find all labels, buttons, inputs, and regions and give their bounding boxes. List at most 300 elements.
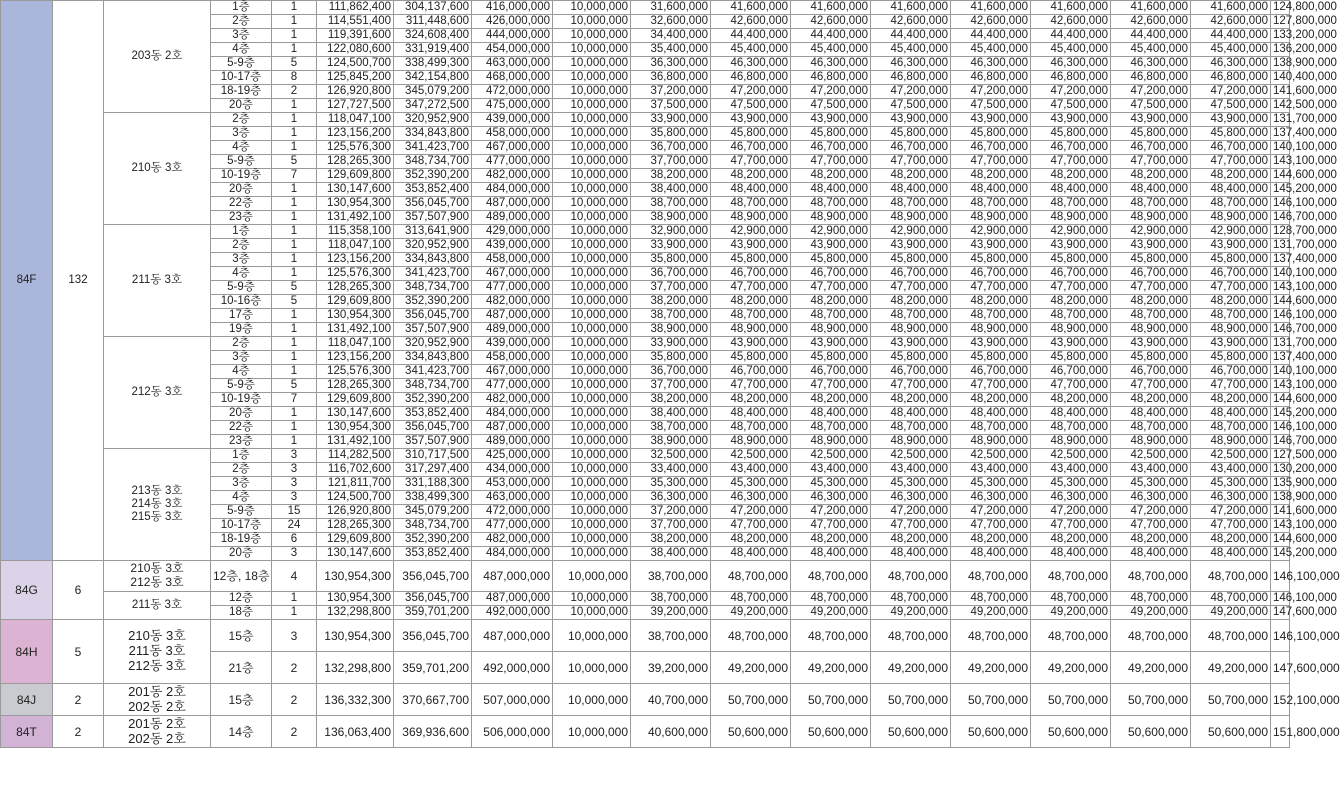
amount-cell: 46,700,000 [1111,267,1191,281]
amount-cell: 43,900,000 [791,113,871,127]
price-table-body [1,0,1340,748]
count-cell: 1 [272,239,317,253]
amount-cell: 416,000,000 [472,1,553,15]
floor-cell: 4층 [211,491,272,505]
amount-cell: 38,700,000 [631,620,711,652]
amount-cell: 131,700,000 [1271,239,1290,253]
count-cell: 3 [272,491,317,505]
amount-cell: 47,700,000 [871,519,951,533]
amount-cell: 48,200,000 [1111,393,1191,407]
amount-cell: 48,700,000 [1111,561,1191,592]
amount-cell: 356,045,700 [394,421,472,435]
count-cell: 1 [272,267,317,281]
amount-cell: 47,700,000 [791,519,871,533]
amount-cell: 123,156,200 [317,253,394,267]
amount-cell: 116,702,600 [317,463,394,477]
amount-cell: 32,600,000 [631,15,711,29]
floor-cell: 5-9층 [211,155,272,169]
amount-cell: 45,800,000 [951,127,1031,141]
amount-cell: 48,900,000 [791,323,871,337]
amount-cell: 38,200,000 [631,295,711,309]
amount-cell: 46,300,000 [951,57,1031,71]
amount-cell: 47,700,000 [1031,281,1111,295]
amount-cell: 347,272,500 [394,99,472,113]
table-row [1,620,1290,652]
amount-cell: 48,200,000 [951,393,1031,407]
count-cell: 8 [272,71,317,85]
amount-cell: 10,000,000 [553,183,631,197]
amount-cell: 324,608,400 [394,29,472,43]
amount-cell: 46,300,000 [1031,57,1111,71]
amount-cell: 48,400,000 [1191,547,1271,561]
amount-cell: 46,700,000 [711,141,791,155]
count-cell: 7 [272,169,317,183]
amount-cell: 10,000,000 [553,239,631,253]
amount-cell: 141,600,000 [1271,505,1290,519]
amount-cell: 39,200,000 [631,652,711,684]
amount-cell: 42,900,000 [1111,225,1191,239]
amount-cell: 467,000,000 [472,141,553,155]
floor-cell: 14층 [211,716,272,748]
amount-cell: 125,845,200 [317,71,394,85]
floor-cell: 1층 [211,1,272,15]
amount-cell: 125,576,300 [317,141,394,155]
count-cell: 1 [272,113,317,127]
amount-cell: 49,200,000 [791,652,871,684]
count-cell: 3 [272,449,317,463]
count-cell: 1 [272,337,317,351]
amount-cell: 45,800,000 [1111,351,1191,365]
amount-cell: 45,300,000 [791,477,871,491]
amount-cell: 47,500,000 [1191,99,1271,113]
amount-cell: 48,900,000 [1111,323,1191,337]
amount-cell: 129,609,800 [317,393,394,407]
amount-cell: 38,700,000 [631,421,711,435]
building-cell: 201동 2호 202동 2호 [104,716,211,748]
count-cell: 1 [272,435,317,449]
floor-cell: 2층 [211,337,272,351]
amount-cell: 48,700,000 [951,561,1031,592]
amount-cell: 482,000,000 [472,393,553,407]
amount-cell: 38,400,000 [631,183,711,197]
amount-cell: 370,667,700 [394,684,472,716]
amount-cell: 345,079,200 [394,85,472,99]
amount-cell: 487,000,000 [472,309,553,323]
floor-cell: 1층 [211,225,272,239]
count-cell: 1 [272,407,317,421]
amount-cell: 48,400,000 [951,183,1031,197]
amount-cell: 43,900,000 [951,239,1031,253]
amount-cell: 41,600,000 [711,1,791,15]
amount-cell: 118,047,100 [317,239,394,253]
amount-cell: 48,200,000 [871,169,951,183]
amount-cell: 43,900,000 [1031,337,1111,351]
amount-cell: 10,000,000 [553,113,631,127]
amount-cell: 48,400,000 [791,407,871,421]
amount-cell: 50,600,000 [871,716,951,748]
amount-cell: 130,147,600 [317,183,394,197]
count-cell: 1 [272,183,317,197]
amount-cell: 43,900,000 [951,113,1031,127]
amount-cell: 48,900,000 [1191,211,1271,225]
unit-count-cell: 132 [53,1,104,561]
amount-cell: 48,200,000 [1111,169,1191,183]
count-cell: 1 [272,197,317,211]
amount-cell: 114,282,500 [317,449,394,463]
amount-cell: 35,800,000 [631,253,711,267]
amount-cell: 36,700,000 [631,141,711,155]
amount-cell: 41,600,000 [1191,1,1271,15]
amount-cell: 48,700,000 [1111,309,1191,323]
amount-cell: 48,700,000 [711,309,791,323]
amount-cell: 45,800,000 [1191,127,1271,141]
amount-cell: 43,900,000 [1191,239,1271,253]
amount-cell: 48,700,000 [711,197,791,211]
amount-cell: 42,600,000 [871,15,951,29]
amount-cell: 45,300,000 [1111,477,1191,491]
amount-cell: 37,200,000 [631,505,711,519]
amount-cell: 48,200,000 [1031,295,1111,309]
amount-cell: 42,600,000 [1191,15,1271,29]
amount-cell: 44,400,000 [791,29,871,43]
amount-cell: 47,200,000 [1191,505,1271,519]
amount-cell: 47,700,000 [791,155,871,169]
amount-cell: 44,400,000 [1031,29,1111,43]
amount-cell: 48,400,000 [1191,407,1271,421]
amount-cell: 47,700,000 [1111,519,1191,533]
amount-cell: 37,700,000 [631,155,711,169]
amount-cell: 131,700,000 [1271,337,1290,351]
floor-cell: 2층 [211,113,272,127]
amount-cell: 46,300,000 [711,491,791,505]
housing-type-cell: 84J [1,684,53,716]
amount-cell: 48,400,000 [951,407,1031,421]
amount-cell: 46,300,000 [1031,491,1111,505]
amount-cell: 47,700,000 [871,379,951,393]
amount-cell: 49,200,000 [1191,606,1271,620]
amount-cell: 130,954,300 [317,309,394,323]
amount-cell: 48,700,000 [951,421,1031,435]
amount-cell: 439,000,000 [472,239,553,253]
amount-cell: 114,551,400 [317,15,394,29]
amount-cell: 47,700,000 [1111,379,1191,393]
amount-cell: 48,900,000 [1111,435,1191,449]
amount-cell: 48,200,000 [711,295,791,309]
amount-cell: 118,047,100 [317,337,394,351]
amount-cell: 353,852,400 [394,407,472,421]
amount-cell: 48,400,000 [1031,547,1111,561]
amount-cell: 10,000,000 [553,141,631,155]
floor-cell: 22층 [211,421,272,435]
unit-count-cell: 2 [53,684,104,716]
count-cell: 1 [272,351,317,365]
amount-cell: 352,390,200 [394,533,472,547]
amount-cell: 40,600,000 [631,716,711,748]
amount-cell: 348,734,700 [394,379,472,393]
count-cell: 24 [272,519,317,533]
amount-cell: 111,862,400 [317,1,394,15]
amount-cell: 48,700,000 [1031,592,1111,606]
amount-cell: 492,000,000 [472,652,553,684]
amount-cell: 132,298,800 [317,652,394,684]
amount-cell: 37,700,000 [631,281,711,295]
amount-cell: 477,000,000 [472,519,553,533]
amount-cell: 147,600,000 [1271,652,1290,684]
amount-cell: 48,900,000 [1031,435,1111,449]
table-row [1,1,1290,15]
amount-cell: 43,400,000 [791,463,871,477]
amount-cell: 10,000,000 [553,606,631,620]
count-cell: 1 [272,15,317,29]
amount-cell: 10,000,000 [553,491,631,505]
amount-cell: 311,448,600 [394,15,472,29]
amount-cell: 45,800,000 [1111,127,1191,141]
amount-cell: 47,200,000 [951,85,1031,99]
amount-cell: 43,900,000 [871,337,951,351]
amount-cell: 42,600,000 [711,15,791,29]
amount-cell: 32,900,000 [631,225,711,239]
building-cell: 213동 3호 214동 3호 215동 3호 [104,449,211,561]
count-cell: 1 [272,43,317,57]
floor-cell: 18-19층 [211,533,272,547]
amount-cell: 48,900,000 [1031,211,1111,225]
floor-cell: 3층 [211,127,272,141]
amount-cell: 44,400,000 [951,29,1031,43]
floor-cell: 5-9층 [211,281,272,295]
amount-cell: 10,000,000 [553,463,631,477]
count-cell: 3 [272,463,317,477]
amount-cell: 38,900,000 [631,323,711,337]
amount-cell: 152,100,000 [1271,684,1290,716]
floor-cell: 15층 [211,620,272,652]
floor-cell: 1층 [211,449,272,463]
amount-cell: 46,300,000 [1191,57,1271,71]
amount-cell: 123,156,200 [317,127,394,141]
amount-cell: 10,000,000 [553,421,631,435]
amount-cell: 42,900,000 [871,225,951,239]
amount-cell: 38,700,000 [631,561,711,592]
amount-cell: 135,900,000 [1271,477,1290,491]
amount-cell: 36,300,000 [631,57,711,71]
amount-cell: 42,900,000 [951,225,1031,239]
amount-cell: 137,400,000 [1271,127,1290,141]
amount-cell: 492,000,000 [472,606,553,620]
amount-cell: 47,500,000 [951,99,1031,113]
amount-cell: 342,154,800 [394,71,472,85]
amount-cell: 45,800,000 [951,351,1031,365]
amount-cell: 48,400,000 [711,183,791,197]
amount-cell: 48,900,000 [951,211,1031,225]
amount-cell: 439,000,000 [472,337,553,351]
amount-cell: 348,734,700 [394,519,472,533]
amount-cell: 127,727,500 [317,99,394,113]
amount-cell: 353,852,400 [394,547,472,561]
count-cell: 5 [272,379,317,393]
amount-cell: 48,400,000 [951,547,1031,561]
amount-cell: 38,900,000 [631,435,711,449]
amount-cell: 47,700,000 [951,519,1031,533]
amount-cell: 42,600,000 [951,15,1031,29]
amount-cell: 45,800,000 [1191,253,1271,267]
amount-cell: 477,000,000 [472,281,553,295]
amount-cell: 43,900,000 [711,337,791,351]
amount-cell: 334,843,800 [394,351,472,365]
amount-cell: 47,700,000 [1191,155,1271,169]
count-cell: 1 [272,323,317,337]
amount-cell: 48,400,000 [1111,547,1191,561]
amount-cell: 47,700,000 [871,281,951,295]
amount-cell: 48,400,000 [1191,183,1271,197]
amount-cell: 45,800,000 [711,127,791,141]
amount-cell: 47,700,000 [1191,281,1271,295]
amount-cell: 489,000,000 [472,435,553,449]
amount-cell: 47,700,000 [951,281,1031,295]
amount-cell: 334,843,800 [394,253,472,267]
amount-cell: 48,400,000 [1031,183,1111,197]
amount-cell: 48,400,000 [711,547,791,561]
amount-cell: 42,500,000 [1191,449,1271,463]
amount-cell: 50,700,000 [1031,684,1111,716]
amount-cell: 320,952,900 [394,113,472,127]
floor-cell: 2층 [211,239,272,253]
amount-cell: 136,063,400 [317,716,394,748]
count-cell: 2 [272,85,317,99]
amount-cell: 472,000,000 [472,505,553,519]
amount-cell: 47,700,000 [791,379,871,393]
amount-cell: 146,100,000 [1271,309,1290,323]
amount-cell: 317,297,400 [394,463,472,477]
building-cell: 211동 3호 [104,225,211,337]
floor-cell: 4층 [211,365,272,379]
amount-cell: 143,100,000 [1271,519,1290,533]
amount-cell: 50,600,000 [791,716,871,748]
floor-cell: 20층 [211,547,272,561]
amount-cell: 10,000,000 [553,43,631,57]
amount-cell: 10,000,000 [553,337,631,351]
amount-cell: 489,000,000 [472,211,553,225]
amount-cell: 127,500,000 [1271,449,1290,463]
count-cell: 1 [272,99,317,113]
amount-cell: 48,900,000 [1191,323,1271,337]
amount-cell: 48,200,000 [951,295,1031,309]
amount-cell: 46,300,000 [1111,57,1191,71]
amount-cell: 48,700,000 [791,592,871,606]
amount-cell: 49,200,000 [951,606,1031,620]
unit-count-cell: 5 [53,620,104,684]
amount-cell: 48,200,000 [1031,169,1111,183]
amount-cell: 45,400,000 [871,43,951,57]
amount-cell: 48,400,000 [871,183,951,197]
amount-cell: 47,200,000 [711,505,791,519]
amount-cell: 128,265,300 [317,519,394,533]
amount-cell: 46,800,000 [711,71,791,85]
amount-cell: 338,499,300 [394,57,472,71]
amount-cell: 151,800,000 [1271,716,1290,748]
amount-cell: 48,700,000 [711,421,791,435]
amount-cell: 37,200,000 [631,85,711,99]
amount-cell: 35,800,000 [631,127,711,141]
amount-cell: 487,000,000 [472,561,553,592]
amount-cell: 341,423,700 [394,365,472,379]
amount-cell: 484,000,000 [472,407,553,421]
amount-cell: 46,300,000 [871,57,951,71]
amount-cell: 140,100,000 [1271,141,1290,155]
amount-cell: 10,000,000 [553,169,631,183]
amount-cell: 48,700,000 [1111,620,1191,652]
amount-cell: 48,900,000 [711,323,791,337]
amount-cell: 50,600,000 [1111,716,1191,748]
amount-cell: 48,700,000 [951,309,1031,323]
amount-cell: 48,700,000 [1191,561,1271,592]
floor-cell: 15층 [211,684,272,716]
amount-cell: 356,045,700 [394,620,472,652]
amount-cell: 49,200,000 [871,606,951,620]
amount-cell: 48,900,000 [1111,211,1191,225]
amount-cell: 46,300,000 [871,491,951,505]
amount-cell: 10,000,000 [553,57,631,71]
amount-cell: 10,000,000 [553,477,631,491]
amount-cell: 48,700,000 [1191,592,1271,606]
amount-cell: 10,000,000 [553,449,631,463]
amount-cell: 48,700,000 [871,592,951,606]
amount-cell: 48,200,000 [1191,169,1271,183]
floor-cell: 4층 [211,141,272,155]
amount-cell: 144,600,000 [1271,393,1290,407]
floor-cell: 19층 [211,323,272,337]
amount-cell: 46,700,000 [951,267,1031,281]
amount-cell: 48,200,000 [711,169,791,183]
amount-cell: 35,800,000 [631,351,711,365]
amount-cell: 48,400,000 [791,547,871,561]
count-cell: 1 [272,592,317,606]
amount-cell: 137,400,000 [1271,253,1290,267]
building-cell: 212동 3호 [104,337,211,449]
amount-cell: 130,200,000 [1271,463,1290,477]
count-cell: 1 [272,309,317,323]
amount-cell: 43,400,000 [1191,463,1271,477]
amount-cell: 45,400,000 [711,43,791,57]
amount-cell: 146,700,000 [1271,323,1290,337]
floor-cell: 10-17층 [211,71,272,85]
amount-cell: 47,500,000 [711,99,791,113]
floor-cell: 23층 [211,211,272,225]
floor-cell: 3층 [211,29,272,43]
amount-cell: 47,700,000 [711,519,791,533]
floor-cell: 20층 [211,407,272,421]
amount-cell: 48,700,000 [871,309,951,323]
amount-cell: 356,045,700 [394,309,472,323]
amount-cell: 146,100,000 [1271,197,1290,211]
amount-cell: 48,400,000 [1111,183,1191,197]
amount-cell: 48,200,000 [711,393,791,407]
amount-cell: 48,700,000 [1031,421,1111,435]
amount-cell: 48,700,000 [791,561,871,592]
amount-cell: 454,000,000 [472,43,553,57]
amount-cell: 10,000,000 [553,281,631,295]
floor-cell: 3층 [211,477,272,491]
amount-cell: 49,200,000 [1111,652,1191,684]
amount-cell: 42,500,000 [1111,449,1191,463]
count-cell: 4 [272,561,317,592]
amount-cell: 345,079,200 [394,505,472,519]
amount-cell: 48,700,000 [871,421,951,435]
amount-cell: 147,600,000 [1271,606,1290,620]
amount-cell: 48,900,000 [1031,323,1111,337]
building-cell: 211동 3호 [104,592,211,620]
amount-cell: 47,200,000 [1031,85,1111,99]
unit-count-cell: 6 [53,561,104,620]
amount-cell: 145,200,000 [1271,183,1290,197]
